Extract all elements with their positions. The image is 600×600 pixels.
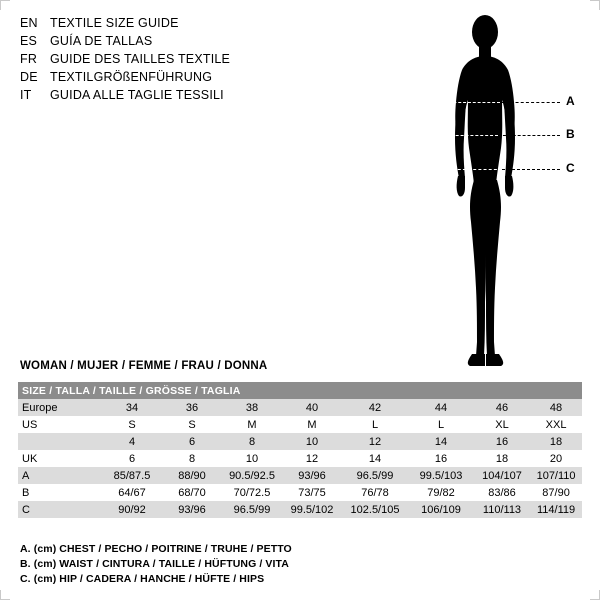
cell: 99.5/103 bbox=[408, 467, 474, 484]
title-block bbox=[20, 14, 350, 104]
title-lang-fr: FR bbox=[20, 52, 38, 66]
measurement-notes bbox=[20, 542, 520, 587]
cell: 40 bbox=[282, 399, 342, 416]
cell: 14 bbox=[342, 450, 408, 467]
cell: 107/110 bbox=[530, 467, 582, 484]
cell: 70/72.5 bbox=[222, 484, 282, 501]
cell: 96.5/99 bbox=[222, 501, 282, 518]
corner-mark-top-right bbox=[590, 0, 600, 10]
cell: 10 bbox=[222, 450, 282, 467]
cell: 8 bbox=[162, 450, 222, 467]
cell: L bbox=[408, 416, 474, 433]
cell: 14 bbox=[408, 433, 474, 450]
cell: 114/119 bbox=[530, 501, 582, 518]
table-row bbox=[18, 484, 582, 501]
cell: 20 bbox=[530, 450, 582, 467]
cell: 4 bbox=[102, 433, 162, 450]
corner-mark-top-left bbox=[0, 0, 10, 10]
cell: 88/90 bbox=[162, 467, 222, 484]
cell: 68/70 bbox=[162, 484, 222, 501]
table-header-label: SIZE / TALLA / TAILLE / GRÖSSE / TAGLIA bbox=[18, 382, 582, 399]
cell: 110/113 bbox=[474, 501, 530, 518]
note-c: C. (cm) HIP / CADERA / HANCHE / HÜFTE / HIPS bbox=[20, 573, 265, 585]
title-text-fr: GUIDE DES TAILLES TEXTILE bbox=[50, 52, 231, 66]
table-row bbox=[18, 467, 582, 484]
cell: 83/86 bbox=[474, 484, 530, 501]
table-row bbox=[18, 450, 582, 467]
measure-line-b-leader bbox=[498, 135, 560, 136]
table-row bbox=[18, 399, 582, 416]
measure-row-b bbox=[390, 127, 590, 141]
measure-label-b: B bbox=[566, 127, 575, 141]
cell: S bbox=[162, 416, 222, 433]
measure-line-a-leader bbox=[500, 102, 560, 103]
cell: 99.5/102 bbox=[282, 501, 342, 518]
row-label-c: C bbox=[18, 501, 102, 518]
title-row-it bbox=[20, 86, 350, 104]
row-label-us: US bbox=[18, 416, 102, 433]
corner-mark-bottom-right bbox=[590, 590, 600, 600]
measure-row-c bbox=[390, 161, 590, 175]
title-lang-en: EN bbox=[20, 16, 38, 30]
title-text-it: GUIDA ALLE TAGLIE TESSILI bbox=[50, 88, 224, 102]
table-header-row bbox=[18, 382, 582, 399]
cell: 64/67 bbox=[102, 484, 162, 501]
cell: 12 bbox=[342, 433, 408, 450]
measure-line-a-over-body bbox=[434, 102, 500, 103]
cell: 36 bbox=[162, 399, 222, 416]
row-label-b: B bbox=[18, 484, 102, 501]
measure-row-a bbox=[390, 94, 590, 108]
title-text-en: TEXTILE SIZE GUIDE bbox=[50, 16, 179, 30]
cell: 18 bbox=[530, 433, 582, 450]
cell: 6 bbox=[102, 450, 162, 467]
cell: 48 bbox=[530, 399, 582, 416]
title-row-fr bbox=[20, 50, 350, 68]
measure-label-c: C bbox=[566, 161, 575, 175]
size-table bbox=[18, 382, 582, 518]
cell: 42 bbox=[342, 399, 408, 416]
row-label-us-numeric bbox=[18, 433, 102, 450]
title-lang-it: IT bbox=[20, 88, 32, 102]
title-row-de bbox=[20, 68, 350, 86]
cell: 12 bbox=[282, 450, 342, 467]
title-lang-es: ES bbox=[20, 34, 38, 48]
cell: 93/96 bbox=[162, 501, 222, 518]
size-table-wrap bbox=[18, 382, 582, 518]
cell: XXL bbox=[530, 416, 582, 433]
cell: 76/78 bbox=[342, 484, 408, 501]
cell: 16 bbox=[474, 433, 530, 450]
cell: 18 bbox=[474, 450, 530, 467]
row-label-uk: UK bbox=[18, 450, 102, 467]
row-label-a: A bbox=[18, 467, 102, 484]
cell: 104/107 bbox=[474, 467, 530, 484]
cell: M bbox=[222, 416, 282, 433]
cell: 87/90 bbox=[530, 484, 582, 501]
cell: 96.5/99 bbox=[342, 467, 408, 484]
title-row-es bbox=[20, 32, 350, 50]
measure-line-c-leader bbox=[502, 169, 560, 170]
cell: 73/75 bbox=[282, 484, 342, 501]
cell: 34 bbox=[102, 399, 162, 416]
title-lang-de: DE bbox=[20, 70, 38, 84]
cell: 90/92 bbox=[102, 501, 162, 518]
cell: 106/109 bbox=[408, 501, 474, 518]
female-silhouette-icon bbox=[430, 8, 540, 368]
cell: S bbox=[102, 416, 162, 433]
cell: L bbox=[342, 416, 408, 433]
cell: 6 bbox=[162, 433, 222, 450]
note-b: B. (cm) WAIST / CINTURA / TAILLE / HÜFTUNG / VITA bbox=[20, 558, 289, 570]
note-a: A. (cm) CHEST / PECHO / POITRINE / TRUHE / PETTO bbox=[20, 543, 292, 555]
cell: 90.5/92.5 bbox=[222, 467, 282, 484]
cell: 102.5/105 bbox=[342, 501, 408, 518]
cell: 79/82 bbox=[408, 484, 474, 501]
cell: 85/87.5 bbox=[102, 467, 162, 484]
table-row bbox=[18, 501, 582, 518]
table-row bbox=[18, 416, 582, 433]
title-text-es: GUÍA DE TALLAS bbox=[50, 34, 153, 48]
cell: 8 bbox=[222, 433, 282, 450]
body-figure bbox=[390, 8, 590, 368]
cell: 44 bbox=[408, 399, 474, 416]
cell: 46 bbox=[474, 399, 530, 416]
cell: 93/96 bbox=[282, 467, 342, 484]
corner-mark-bottom-left bbox=[0, 590, 10, 600]
measure-line-c-over-body bbox=[432, 169, 502, 170]
table-row bbox=[18, 433, 582, 450]
cell: XL bbox=[474, 416, 530, 433]
title-text-de: TEXTILGRÖßENFÜHRUNG bbox=[50, 70, 213, 84]
cell: 16 bbox=[408, 450, 474, 467]
cell: 38 bbox=[222, 399, 282, 416]
section-heading-woman: WOMAN / MUJER / FEMME / FRAU / DONNA bbox=[20, 360, 268, 372]
measure-line-b-over-body bbox=[436, 135, 498, 136]
title-row-en bbox=[20, 14, 350, 32]
cell: M bbox=[282, 416, 342, 433]
cell: 10 bbox=[282, 433, 342, 450]
row-label-europe: Europe bbox=[18, 399, 102, 416]
measure-label-a: A bbox=[566, 94, 575, 108]
